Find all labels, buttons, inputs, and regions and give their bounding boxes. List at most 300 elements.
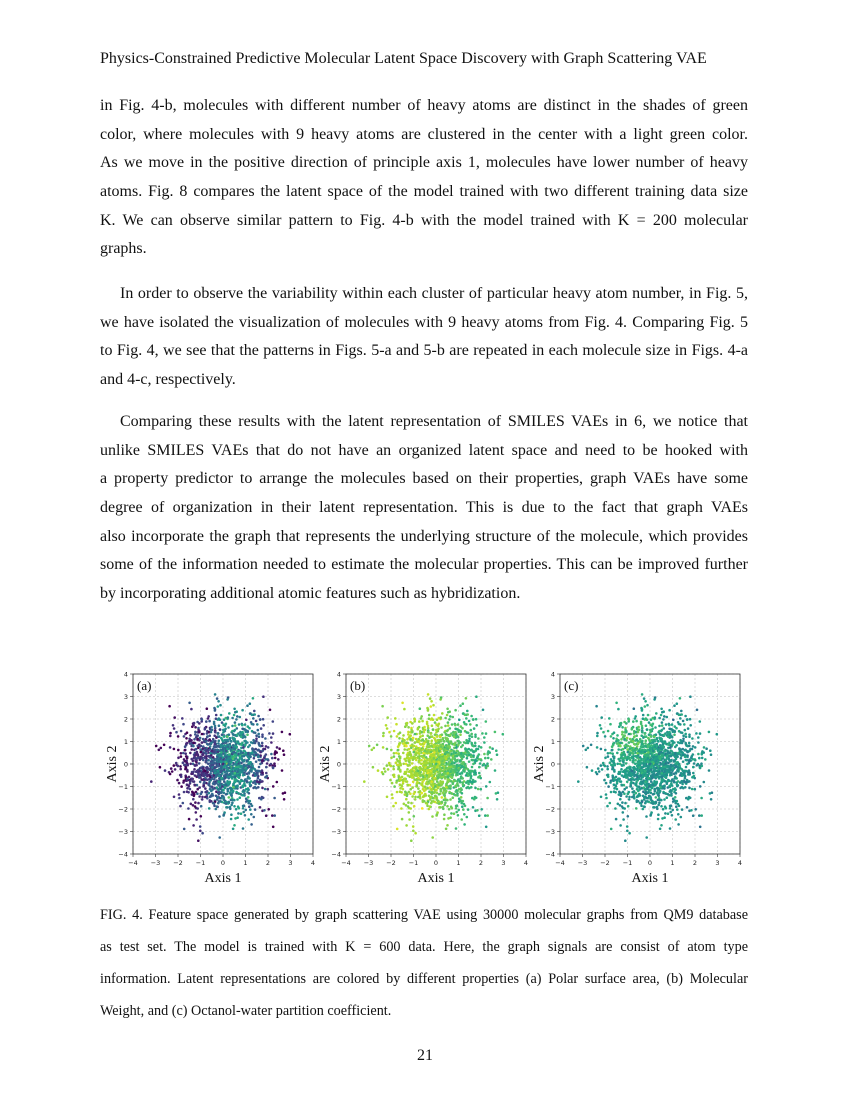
scatter-point xyxy=(616,788,619,791)
scatter-point xyxy=(261,736,264,739)
scatter-point xyxy=(273,762,276,765)
scatter-point xyxy=(444,766,447,769)
scatter-point xyxy=(243,773,246,776)
scatter-point xyxy=(233,799,236,802)
scatter-point xyxy=(633,774,636,777)
scatter-point xyxy=(636,768,639,771)
scatter-point xyxy=(629,754,632,757)
scatter-point xyxy=(669,811,672,814)
scatter-point xyxy=(645,774,648,777)
scatter-point xyxy=(669,805,672,808)
scatter-point xyxy=(407,805,410,808)
scatter-point xyxy=(673,759,676,762)
scatter-point xyxy=(390,749,393,752)
scatter-point xyxy=(697,741,700,744)
scatter-point xyxy=(217,802,220,805)
scatter-point xyxy=(470,742,473,745)
scatter-point xyxy=(231,801,234,804)
scatter-point xyxy=(454,794,457,797)
scatter-point xyxy=(420,783,423,786)
scatter-point xyxy=(272,766,275,769)
scatter-point xyxy=(622,761,625,764)
scatter-point xyxy=(684,749,687,752)
scatter-point xyxy=(232,783,235,786)
scatter-point xyxy=(234,721,237,724)
scatter-point xyxy=(417,738,420,741)
scatter-point xyxy=(652,750,655,753)
scatter-point xyxy=(666,764,669,767)
scatter-point xyxy=(184,745,187,748)
scatter-point xyxy=(250,813,253,816)
scatter-point xyxy=(628,741,631,744)
scatter-point xyxy=(216,805,219,808)
scatter-point xyxy=(201,778,204,781)
scatter-point xyxy=(692,814,695,817)
scatter-point xyxy=(201,791,204,794)
scatter-point xyxy=(424,785,427,788)
scatter-point xyxy=(677,813,680,816)
scatter-point xyxy=(236,761,239,764)
scatter-point xyxy=(398,737,401,740)
scatter-point xyxy=(694,808,697,811)
scatter-point xyxy=(256,774,259,777)
scatter-point xyxy=(192,824,195,827)
scatter-point xyxy=(436,798,439,801)
scatter-point xyxy=(637,731,640,734)
scatter-point xyxy=(456,735,459,738)
scatter-point xyxy=(207,783,210,786)
scatter-point xyxy=(372,766,375,769)
scatter-point xyxy=(182,761,185,764)
scatter-point xyxy=(197,756,200,759)
scatter-point xyxy=(170,767,173,770)
scatter-point xyxy=(244,814,247,817)
scatter-point xyxy=(448,718,451,721)
scatter-point xyxy=(443,795,446,798)
scatter-point xyxy=(414,796,417,799)
scatter-point xyxy=(198,773,201,776)
scatter-point xyxy=(676,808,679,811)
scatter-point xyxy=(205,749,208,752)
scatter-point xyxy=(236,770,239,773)
scatter-point xyxy=(446,824,449,827)
scatter-point xyxy=(220,760,223,763)
scatter-point xyxy=(625,795,628,798)
scatter-point xyxy=(688,771,691,774)
scatter-point xyxy=(246,759,249,762)
scatter-point xyxy=(502,733,505,736)
scatter-point xyxy=(479,762,482,765)
scatter-point xyxy=(386,796,389,799)
scatter-point xyxy=(428,773,431,776)
scatter-point xyxy=(190,758,193,761)
scatter-point xyxy=(709,792,712,795)
scatter-point xyxy=(403,803,406,806)
scatter-point xyxy=(688,796,691,799)
scatter-point xyxy=(232,828,235,831)
scatter-point xyxy=(632,720,635,723)
scatter-point xyxy=(656,745,659,748)
scatter-point xyxy=(663,784,666,787)
scatter-point xyxy=(467,732,470,735)
paragraph xyxy=(100,280,748,395)
scatter-point xyxy=(243,740,246,743)
scatter-point xyxy=(428,745,431,748)
scatter-point xyxy=(253,741,256,744)
scatter-point xyxy=(419,736,422,739)
scatter-point xyxy=(443,818,446,821)
scatter-point xyxy=(494,731,497,734)
scatter-point xyxy=(463,823,466,826)
scatter-point xyxy=(628,778,631,781)
scatter-point xyxy=(655,753,658,756)
scatter-point xyxy=(224,764,227,767)
scatter-point xyxy=(247,796,250,799)
scatter-point xyxy=(239,764,242,767)
scatter-point xyxy=(485,720,488,723)
scatter-point xyxy=(657,749,660,752)
scatter-point xyxy=(196,734,199,737)
scatter-point xyxy=(602,731,605,734)
scatter-point xyxy=(388,731,391,734)
scatter-point xyxy=(414,778,417,781)
scatter-point xyxy=(224,741,227,744)
scatter-point xyxy=(408,791,411,794)
scatter-point xyxy=(622,811,625,814)
scatter-point xyxy=(407,733,410,736)
scatter-point xyxy=(226,788,229,791)
scatter-point xyxy=(267,788,270,791)
scatter-point xyxy=(453,735,456,738)
scatter-point xyxy=(433,751,436,754)
scatter-point xyxy=(209,768,212,771)
scatter-point xyxy=(465,774,468,777)
scatter-point xyxy=(386,748,389,751)
scatter-point xyxy=(238,776,241,779)
scatter-point xyxy=(200,751,203,754)
scatter-point xyxy=(394,717,397,720)
scatter-point xyxy=(202,774,205,777)
scatter-point xyxy=(232,751,235,754)
scatter-point xyxy=(441,767,444,770)
scatter-point xyxy=(444,776,447,779)
scatter-point xyxy=(445,786,448,789)
scatter-point xyxy=(649,746,652,749)
scatter-point xyxy=(404,777,407,780)
y-tick-label: −1 xyxy=(545,782,555,791)
scatter-point xyxy=(219,749,222,752)
scatter-point xyxy=(446,747,449,750)
scatter-point xyxy=(439,806,442,809)
scatter-point xyxy=(657,795,660,798)
scatter-point xyxy=(403,708,406,711)
scatter-point xyxy=(223,780,226,783)
scatter-point xyxy=(433,790,436,793)
scatter-point xyxy=(656,791,659,794)
scatter-point xyxy=(471,759,474,762)
scatter-point xyxy=(640,759,643,762)
scatter-point xyxy=(435,746,438,749)
scatter-point xyxy=(457,729,460,732)
scatter-point xyxy=(421,739,424,742)
scatter-point xyxy=(277,758,280,761)
scatter-point xyxy=(663,734,666,737)
scatter-point xyxy=(456,749,459,752)
scatter-point xyxy=(457,809,460,812)
scatter-point xyxy=(244,723,247,726)
scatter-point xyxy=(433,757,436,760)
scatter-point xyxy=(656,787,659,790)
scatter-point xyxy=(200,745,203,748)
scatter-point xyxy=(443,749,446,752)
scatter-point xyxy=(465,787,468,790)
scatter-point xyxy=(457,784,460,787)
scatter-point xyxy=(218,735,221,738)
scatter-point xyxy=(496,753,499,756)
scatter-point xyxy=(254,808,257,811)
scatter-point xyxy=(189,763,192,766)
scatter-point xyxy=(680,710,683,713)
x-tick-label: 3 xyxy=(288,859,293,867)
scatter-point xyxy=(623,721,626,724)
scatter-point xyxy=(673,733,676,736)
scatter-point xyxy=(411,731,414,734)
scatter-point xyxy=(635,734,638,737)
scatter-point xyxy=(253,757,256,760)
scatter-point xyxy=(471,766,474,769)
scatter-point xyxy=(213,778,216,781)
scatter-point xyxy=(414,832,417,835)
scatter-point xyxy=(241,794,244,797)
scatter-point xyxy=(399,770,402,773)
scatter-point xyxy=(471,744,474,747)
scatter-point xyxy=(618,791,621,794)
scatter-point xyxy=(638,785,641,788)
scatter-point xyxy=(649,729,652,732)
scatter-point xyxy=(466,710,469,713)
x-tick-label: 1 xyxy=(243,859,248,867)
scatter-point xyxy=(452,764,455,767)
scatter-point xyxy=(651,764,654,767)
scatter-point xyxy=(206,778,209,781)
scatter-point xyxy=(423,790,426,793)
scatter-point xyxy=(207,759,210,762)
scatter-point xyxy=(249,712,252,715)
scatter-point xyxy=(660,708,663,711)
scatter-point xyxy=(611,749,614,752)
scatter-point xyxy=(198,770,201,773)
scatter-point xyxy=(185,779,188,782)
scatter-point xyxy=(664,812,667,815)
scatter-point xyxy=(399,731,402,734)
scatter-point xyxy=(459,733,462,736)
scatter-point xyxy=(283,753,286,756)
scatter-point xyxy=(437,739,440,742)
scatter-point xyxy=(615,818,618,821)
scatter-point xyxy=(455,811,458,814)
scatter-point xyxy=(441,712,444,715)
scatter-point xyxy=(236,727,239,730)
scatter-point xyxy=(650,768,653,771)
scatter-point xyxy=(701,750,704,753)
scatter-point xyxy=(582,745,585,748)
scatter-point xyxy=(619,824,622,827)
scatter-point xyxy=(402,780,405,783)
scatter-panel-b xyxy=(318,670,528,886)
scatter-point xyxy=(631,791,634,794)
scatter-point xyxy=(648,721,651,724)
scatter-point xyxy=(613,762,616,765)
scatter-point xyxy=(474,780,477,783)
scatter-point xyxy=(436,735,439,738)
scatter-point xyxy=(409,721,412,724)
scatter-point xyxy=(672,719,675,722)
scatter-point xyxy=(647,714,650,717)
scatter-point xyxy=(405,771,408,774)
scatter-point xyxy=(466,741,469,744)
scatter-point xyxy=(431,836,434,839)
scatter-point xyxy=(198,776,201,779)
scatter-point xyxy=(660,754,663,757)
scatter-point xyxy=(434,738,437,741)
scatter-point xyxy=(436,811,439,814)
scatter-point xyxy=(406,768,409,771)
scatter-point xyxy=(698,757,701,760)
scatter-point xyxy=(662,808,665,811)
scatter-point xyxy=(419,774,422,777)
scatter-point xyxy=(229,806,232,809)
scatter-point xyxy=(671,764,674,767)
scatter-point xyxy=(386,716,389,719)
scatter-point xyxy=(675,755,678,758)
scatter-point xyxy=(405,824,408,827)
x-tick-label: 3 xyxy=(715,859,720,867)
scatter-point xyxy=(437,724,440,727)
scatter-point xyxy=(217,742,220,745)
scatter-point xyxy=(400,784,403,787)
scatter-point xyxy=(662,791,665,794)
scatter-point xyxy=(677,803,680,806)
paragraph xyxy=(100,92,748,264)
scatter-point xyxy=(230,804,233,807)
scatter-point xyxy=(236,750,239,753)
scatter-point xyxy=(454,724,457,727)
scatter-point xyxy=(464,765,467,768)
scatter-point xyxy=(601,768,604,771)
scatter-point xyxy=(214,727,217,730)
scatter-point xyxy=(282,749,285,752)
scatter-point xyxy=(216,697,219,700)
scatter-point xyxy=(613,731,616,734)
scatter-point xyxy=(222,795,225,798)
scatter-point xyxy=(605,782,608,785)
y-tick-label: −1 xyxy=(331,782,341,791)
scatter-point xyxy=(635,755,638,758)
scatter-point xyxy=(668,755,671,758)
scatter-point xyxy=(198,795,201,798)
scatter-point xyxy=(624,802,627,805)
scatter-point xyxy=(262,695,265,698)
scatter-point xyxy=(478,753,481,756)
x-tick-label: 0 xyxy=(220,859,226,867)
scatter-point xyxy=(241,728,244,731)
scatter-point xyxy=(613,770,616,773)
scatter-point xyxy=(261,780,264,783)
scatter-point xyxy=(429,796,432,799)
scatter-point xyxy=(644,802,647,805)
scatter-point xyxy=(169,735,172,738)
scatter-point xyxy=(272,785,275,788)
scatter-point xyxy=(682,720,685,723)
scatter-point xyxy=(684,742,687,745)
scatter-point xyxy=(227,726,230,729)
y-tick-label: −4 xyxy=(118,850,128,859)
scatter-point xyxy=(402,739,405,742)
scatter-point xyxy=(410,756,413,759)
scatter-point xyxy=(376,744,379,747)
scatter-point xyxy=(413,805,416,808)
scatter-point xyxy=(255,748,258,751)
scatter-point xyxy=(178,793,181,796)
scatter-point xyxy=(444,725,447,728)
scatter-point xyxy=(613,742,616,745)
scatter-point xyxy=(446,708,449,711)
scatter-point xyxy=(680,751,683,754)
scatter-point xyxy=(643,798,646,801)
scatter-point xyxy=(214,709,217,712)
scatter-point xyxy=(270,753,273,756)
scatter-point xyxy=(411,770,414,773)
scatter-point xyxy=(399,790,402,793)
scatter-point xyxy=(646,800,649,803)
scatter-point xyxy=(656,737,659,740)
scatter-point xyxy=(465,717,468,720)
scatter-point xyxy=(651,739,654,742)
scatter-point xyxy=(192,798,195,801)
scatter-point xyxy=(460,818,463,821)
scatter-point xyxy=(475,718,478,721)
scatter-point xyxy=(683,723,686,726)
scatter-point xyxy=(206,774,209,777)
scatter-point xyxy=(654,726,657,729)
scatter-point xyxy=(441,760,444,763)
scatter-point xyxy=(587,747,590,750)
scatter-point xyxy=(181,717,184,720)
scatter-point xyxy=(625,739,628,742)
scatter-point xyxy=(230,749,233,752)
scatter-point xyxy=(669,789,672,792)
scatter-point xyxy=(408,811,411,814)
scatter-point xyxy=(409,734,412,737)
scatter-point xyxy=(230,740,233,743)
scatter-point xyxy=(631,770,634,773)
scatter-point xyxy=(663,761,666,764)
scatter-point xyxy=(650,798,653,801)
scatter-point xyxy=(240,812,243,815)
scatter-point xyxy=(644,754,647,757)
scatter-point xyxy=(208,755,211,758)
scatter-point xyxy=(617,758,620,761)
scatter-point xyxy=(652,802,655,805)
scatter-point xyxy=(596,735,599,738)
scatter-point xyxy=(647,770,650,773)
scatter-point xyxy=(600,748,603,751)
scatter-point xyxy=(244,809,247,812)
scatter-point xyxy=(471,735,474,738)
scatter-point xyxy=(253,816,256,819)
scatter-point xyxy=(438,756,441,759)
scatter-point xyxy=(242,807,245,810)
